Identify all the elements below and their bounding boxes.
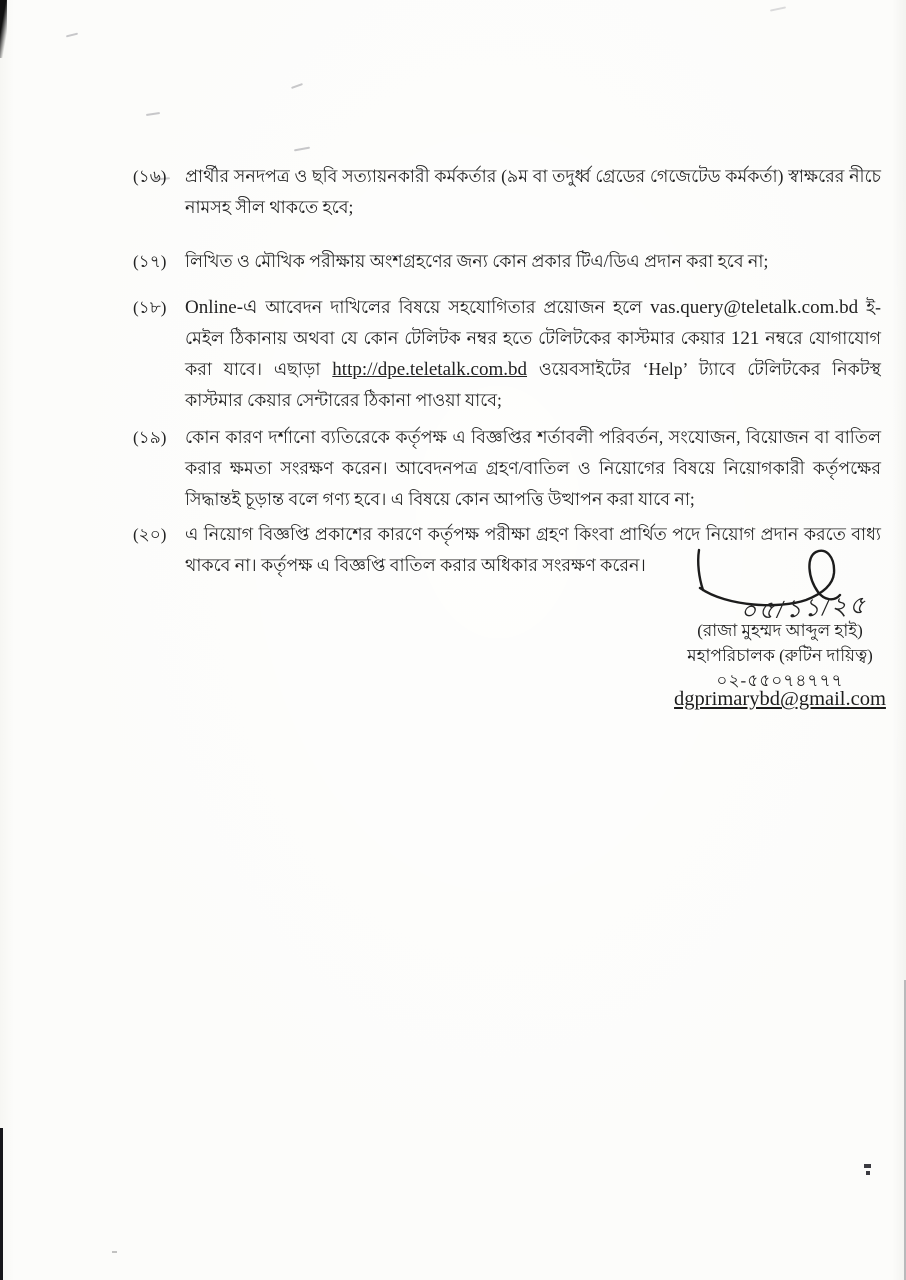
online-word: Online-এ bbox=[185, 297, 258, 318]
pencil-mark bbox=[146, 112, 160, 116]
signatory-phone: ০২-৫৫০৭৪৭৭৭ bbox=[716, 671, 844, 690]
clause-20-number: (২০) bbox=[133, 525, 167, 544]
pencil-mark bbox=[294, 147, 310, 152]
scan-edge-artifact bbox=[0, 1128, 3, 1280]
signature-block bbox=[640, 545, 906, 735]
notice-clauses bbox=[133, 161, 881, 581]
clause-18-seg1: আবেদন দাখিলের বিষয়ে সহযোগিতার প্রয়োজন হলে bbox=[257, 297, 651, 317]
signatory-email: dgprimarybd@gmail.com bbox=[674, 688, 886, 710]
clause-16-text: প্রার্থীর সনদপত্র ও ছবি সত্যায়নকারী কর্মকর্তার (৯ম বা তদুর্ধ্ব গ্রেডের গেজেটেড কর্মকর্তা) স্বাক্ষরের নীচে নামসহ সীল থাকতে হবে; bbox=[185, 166, 881, 217]
clause-18 bbox=[133, 292, 881, 416]
clause-20-text: এ নিয়োগ বিজ্ঞপ্তি প্রকাশের কারণে কর্তৃপক্ষ পরীক্ষা গ্রহণ কিংবা প্রার্থিত পদে নিয়োগ প্রদান করতে বাধ্য থাকবে না। কর্তৃপক্ষ এ বিজ্ঞপ্তি বাতিল করার অধিকার সংরক্ষণ করেন। bbox=[185, 524, 881, 575]
handwritten-date: ০৫/১১/২৫ bbox=[739, 592, 868, 626]
pencil-mark bbox=[291, 83, 303, 89]
clause-18-seg2: ই-মেইল ঠিকানায় অথবা যে কোন টেলিটক নম্বর হতে টেলিটকের কাস্টমার কেয়ার bbox=[185, 297, 881, 348]
support-email-address: vas.query@teletalk.com.bd bbox=[650, 297, 859, 318]
website-url: http://dpe.teletalk.com.bd bbox=[332, 359, 528, 380]
scan-edge-artifact bbox=[0, 0, 7, 58]
scan-speck bbox=[866, 1171, 870, 1175]
clause-17 bbox=[133, 246, 881, 277]
signatory-designation: মহাপরিচালক (রুটিন দায়িত্ব) bbox=[687, 646, 873, 665]
scan-speck bbox=[864, 1164, 871, 1168]
clause-18-seg3: নম্বরে যোগাযোগ করা যাবে। এছাড়া bbox=[185, 328, 882, 379]
clause-17-number: (১৭) bbox=[133, 252, 167, 271]
clause-18-text bbox=[185, 292, 881, 416]
clause-18-number: (১৮) bbox=[133, 298, 167, 317]
clause-16-number: (১৬) bbox=[133, 167, 167, 186]
pencil-mark bbox=[770, 6, 786, 11]
pencil-mark bbox=[66, 33, 78, 38]
clause-16 bbox=[133, 161, 881, 223]
customer-care-number: 121 bbox=[730, 328, 760, 349]
clause-19-text: কোন কারণ দর্শানো ব্যতিরেকে কর্তৃপক্ষ এ বিজ্ঞপ্তির শর্তাবলী পরিবর্তন, সংযোজন, বিয়োজন বা বাতিল করার ক্ষমতা সংরক্ষণ করেন। আবেদনপত্র গ্রহণ/বাতিল ও নিয়োগের বিষয়ে নিয়োগকারী কর্তৃপক্ষের সিদ্ধান্তই চূড়ান্ত বলে গণ্য হবে। এ বিষয়ে কোন আপত্তি উত্থাপন করা যাবে না; bbox=[185, 427, 881, 509]
clause-17-text: লিখিত ও মৌখিক পরীক্ষায় অংশগ্রহণের জন্য কোন প্রকার টিএ/ডিএ প্রদান করা হবে না; bbox=[185, 251, 769, 271]
clause-18-seg4: ওয়েবসাইটের ‘Help’ ট্যাবে টেলিটকের নিকটস্থ কাস্টমার কেয়ার সেন্টারের ঠিকানা পাওয়া যাবে; bbox=[185, 359, 881, 410]
scan-speck bbox=[112, 1251, 117, 1253]
clause-19 bbox=[133, 422, 881, 515]
signatory-name: (রাজা মুহম্মদ আব্দুল হাই) bbox=[697, 621, 863, 640]
clause-19-number: (১৯) bbox=[133, 428, 167, 447]
